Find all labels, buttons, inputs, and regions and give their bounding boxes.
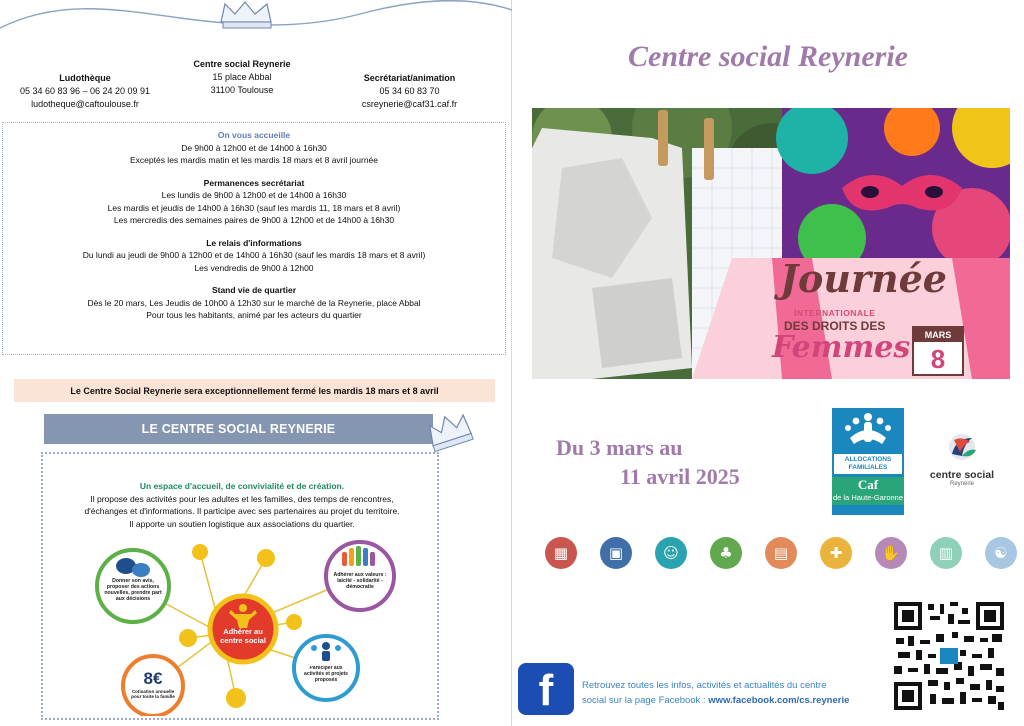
bus-icon: ▣ <box>600 537 632 569</box>
facebook-icon[interactable]: f <box>518 663 574 715</box>
crown-icon <box>215 0 277 30</box>
decorative-dot <box>192 544 208 560</box>
ludotheque-phone: 05 34 60 83 96 – 06 24 20 09 91 <box>19 86 151 96</box>
opening-hours-box <box>2 122 506 355</box>
section-title: LE CENTRE SOCIAL REYNERIE <box>44 414 433 444</box>
facebook-info <box>582 678 892 708</box>
hours-section-relay <box>3 237 505 275</box>
hours-line: Pour tous les habitants, animé par les acteurs du quartier <box>146 310 362 320</box>
facebook-line1: Retrouvez toutes les infos, activités et actualités du centre <box>582 680 827 691</box>
qr-code[interactable] <box>892 600 1006 712</box>
centre-street: 15 place Abbal <box>212 72 272 82</box>
hours-section-title: Stand vie de quartier <box>211 285 297 295</box>
theater-masks-icon: ☺ <box>655 537 687 569</box>
calendar-icon: ▦ <box>545 537 577 569</box>
hours-line: Exceptés les mardis matin et les mardis 18 mars et 8 avril journée <box>129 155 378 165</box>
intro-text <box>43 480 441 530</box>
meditation-icon: ☯ <box>985 537 1017 569</box>
activity-icons-row <box>545 537 1008 573</box>
hours-line: De 9h00 à 12h00 et de 14h00 à 16h30 <box>181 142 327 153</box>
secretariat-contact <box>342 72 477 111</box>
decorative-dot <box>179 629 197 647</box>
membership-infographic <box>48 536 433 716</box>
closure-notice: Le Centre Social Reynerie sera exceptionnellement fermé les mardis 18 mars et 8 avril <box>14 379 495 402</box>
caf-name: Caf <box>832 477 904 493</box>
node-price-amount: 8€ <box>143 669 163 688</box>
caf-family-icon <box>832 408 904 454</box>
hours-line: Les mercredis des semaines paires de 9h00 à 12h00 et de 14h00 à 16h30 <box>113 215 395 225</box>
center-label: Adhérer au centre social <box>220 627 266 645</box>
journee-international: INTERNATIONALE <box>794 308 876 318</box>
centre-address <box>172 58 312 97</box>
journee-droits: DES DROITS DES <box>784 319 886 333</box>
facebook-link[interactable]: www.facebook.com/cs.reynerie <box>708 695 850 706</box>
node-activities-label: Participer aux activités et projets proposés <box>304 666 348 683</box>
secretariat-title: Secrétariat/animation <box>363 73 456 83</box>
centre-social-logo-icon <box>942 432 982 462</box>
workshop-icon: ▤ <box>765 537 797 569</box>
right-page <box>512 0 1024 726</box>
hours-line: Du lundi au jeudi de 9h00 à 12h00 et de 14h00 à 16h30 (sauf les mardis 18 mars et 8 avril) <box>82 250 426 260</box>
puzzle-icon: ✚ <box>820 537 852 569</box>
secretariat-email[interactable]: csreynerie@caf31.caf.fr <box>361 99 458 109</box>
intro-line: Il apporte un soutien logistique aux associations du quartier. <box>129 518 355 529</box>
centre-title: Centre social Reynerie <box>193 59 291 69</box>
journee-femmes: Femmes <box>772 330 911 365</box>
centre-social-logo <box>920 432 1004 487</box>
hours-line: Les vendredis de 9h00 à 12h00 <box>194 262 314 273</box>
helping-hands-icon: ✋ <box>875 537 907 569</box>
calendar-month: MARS <box>914 328 962 342</box>
node-price-caption: Cotisation annuelle pour toute la famille <box>131 689 175 700</box>
page-title: Centre social Reynerie <box>628 40 908 73</box>
journee-title: Journée <box>780 256 947 301</box>
centre-social-logo-name: centre social <box>929 469 995 481</box>
ludotheque-email[interactable]: ludotheque@caftoulouse.fr <box>31 99 139 109</box>
caf-logo <box>832 408 904 515</box>
decorative-dot <box>257 549 275 567</box>
node-values-label: Adhérer aux valeurs : laïcité - solidarité - démocratie <box>333 572 387 590</box>
caf-department: de la Haute-Garonne <box>832 493 904 505</box>
calendar-day: 8 <box>930 344 946 374</box>
backpack-icon: ▥ <box>930 537 962 569</box>
centre-social-logo-sub: Reynerie <box>949 481 974 487</box>
ludotheque-contact <box>10 72 160 111</box>
node-opinion-label: Donner son avis, proposer des actions nouvelles, prendre part aux décisions <box>104 578 162 602</box>
hours-section-title: Le relais d'informations <box>206 237 302 248</box>
intro-lead: Un espace d'accueil, de convivialité et de création. <box>139 481 345 491</box>
hours-section-title: On vous accueille <box>217 130 291 140</box>
intro-line: d'échanges et d'informations. Il participe avec ses partenaires au projet du territoire. <box>84 506 400 516</box>
decorative-dot <box>286 614 302 630</box>
centre-city: 31100 Toulouse <box>210 85 274 95</box>
ludotheque-title: Ludothèque <box>59 73 111 83</box>
decorative-dot <box>226 688 246 708</box>
qr-center-logo <box>940 648 958 664</box>
caf-subtitle: ALLOCATIONS FAMILIALES <box>834 454 902 474</box>
event-hero-image <box>532 108 1010 379</box>
plant-icon: ♣ <box>710 537 742 569</box>
crown-icon <box>424 410 476 456</box>
hours-section-secretariat <box>3 177 505 227</box>
facebook-line2-prefix: social sur la page Facebook : <box>582 695 709 706</box>
clothespin-icon <box>704 118 714 180</box>
hours-section-welcome <box>3 129 505 167</box>
hours-section-title: Permanences secrétariat <box>203 177 305 188</box>
hours-line: Les lundis de 9h00 à 12h00 et de 14h00 à 16h30 <box>161 190 347 200</box>
calendar-badge <box>912 326 964 376</box>
hours-line: Dès le 20 mars, Les Jeudis de 10h00 à 12h30 sur le marché de la Reynerie, place Abbal <box>87 297 421 308</box>
event-dates-end: 11 avril 2025 <box>620 464 740 489</box>
secretariat-phone: 05 34 60 83 70 <box>379 86 440 96</box>
clothespin-icon <box>658 110 668 166</box>
hours-line: Les mardis et jeudis de 14h00 à 16h30 (sauf les mardis 11, 18 mars et 8 avril) <box>107 202 401 213</box>
hours-section-stand <box>3 284 505 322</box>
facebook-line2 <box>582 693 892 708</box>
event-dates-start: Du 3 mars au <box>556 435 683 460</box>
intro-line: Il propose des activités pour les adultes et les familles, des temps de rencontres, <box>90 493 394 504</box>
